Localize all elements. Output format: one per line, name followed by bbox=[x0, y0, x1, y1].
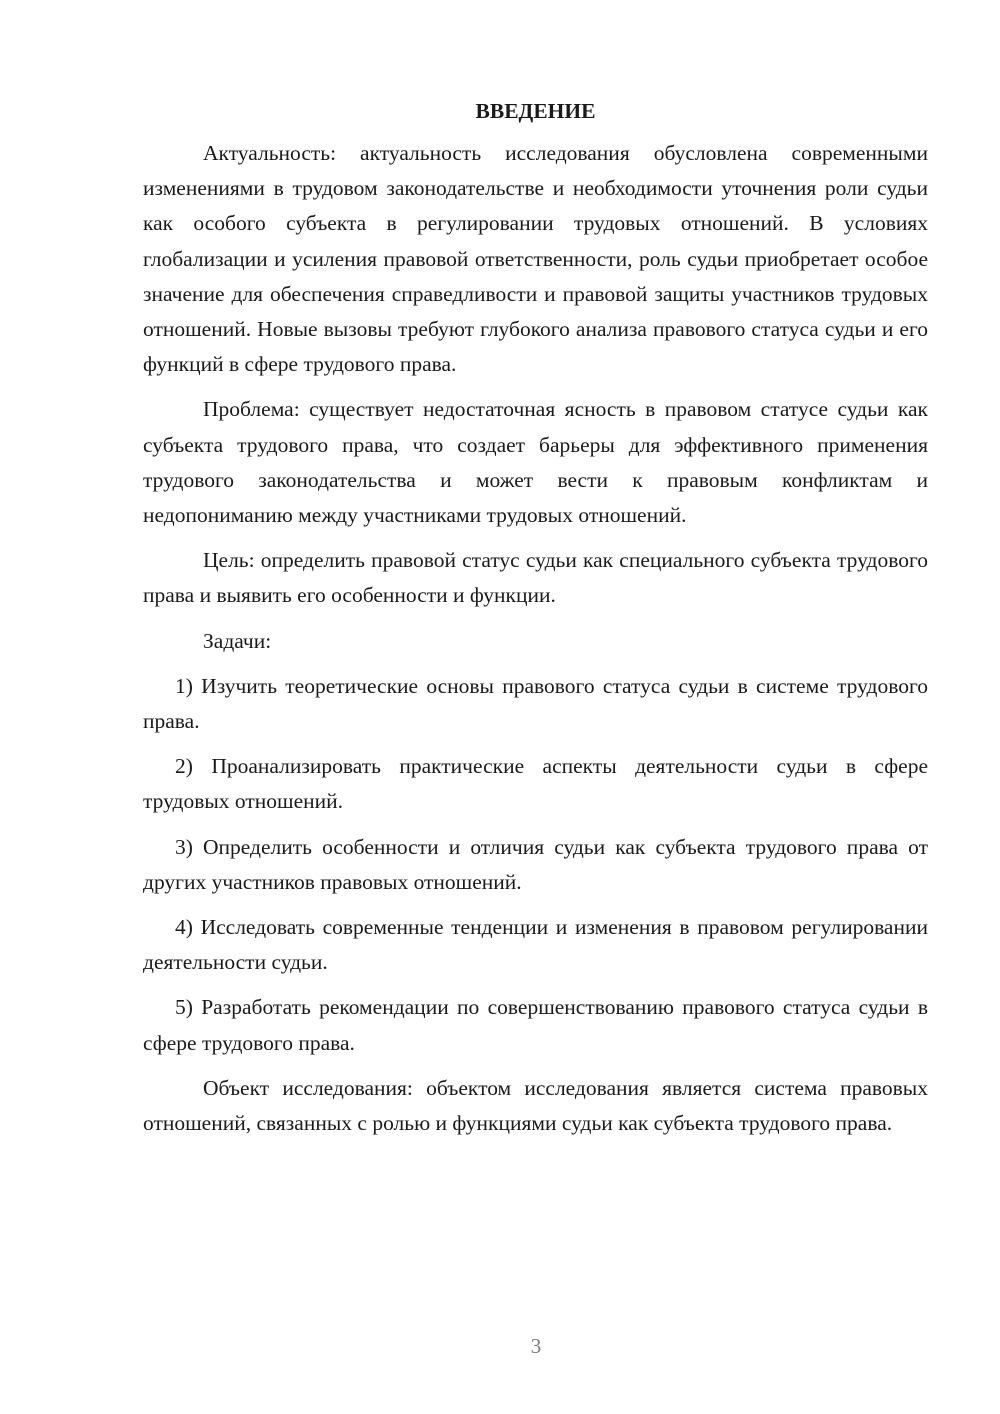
task-item-5: 5) Разработать рекомендации по совершенствованию правового статуса судьи в сфере трудового права. bbox=[143, 995, 928, 1055]
problem-paragraph: Проблема: существует недостаточная ясность в правовом статусе судьи как субъекта трудового права, что создает барьеры для эффективного применения трудового законодательства и может вести к правовым конфликтам и недопониманию между участниками трудовых отношений. bbox=[143, 397, 928, 528]
task-item-1: 1) Изучить теоретические основы правового статуса судьи в системе трудового права. bbox=[143, 673, 928, 734]
tasks-heading: Задачи: bbox=[203, 628, 272, 653]
relevance-paragraph: Актуальность: актуальность исследования обусловлена современными изменениями в трудовом законодательстве и необходимости уточнения роли судьи как особого субъекта в регулировании трудовых отношений. В условиях глобализации и усиления правовой ответственности, роль судьи приобретает особое значение для обеспечения справедливости и правовой защиты участников трудовых отношений. Новые вызовы требуют глубокого анализа правового статуса судьи и его функций в сфере трудового права. bbox=[143, 141, 928, 377]
document-body bbox=[143, 96, 928, 1151]
page-number: 3 bbox=[530, 1334, 542, 1358]
object-paragraph: Объект исследования: объектом исследования является система правовых отношений, связанных с ролью и функциями судьи как субъекта трудового права. bbox=[143, 1075, 928, 1136]
task-item-4: 4) Исследовать современные тенденции и изменения в правовом регулировании деятельности судьи. bbox=[143, 915, 928, 975]
task-item-3: 3) Определить особенности и отличия судьи как субъекта трудового права от других участников правовых отношений. bbox=[143, 834, 928, 894]
section-title: ВВЕДЕНИЕ bbox=[475, 99, 596, 123]
goal-paragraph: Цель: определить правовой статус судьи как специального субъекта трудового права и выявить его особенности и функции. bbox=[143, 548, 928, 608]
task-item-2: 2) Проанализировать практические аспекты деятельности судьи в сфере трудовых отношений. bbox=[143, 754, 928, 814]
